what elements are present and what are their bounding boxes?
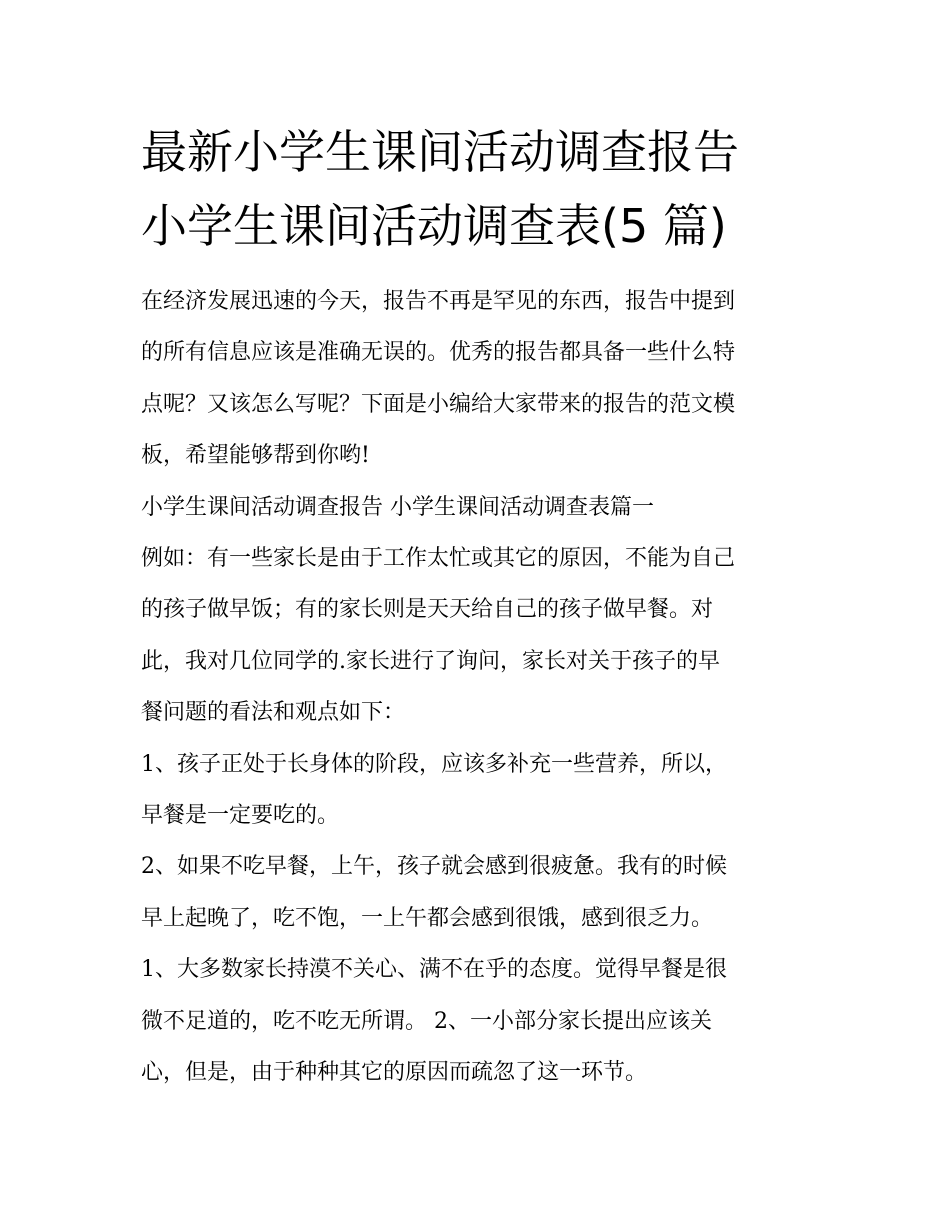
list-line-6: 微不足道的，吃不吃无所谓。 2、一小部分家长提出应该关 bbox=[141, 1008, 712, 1034]
body-line-4: 板，希望能够帮到你哟! bbox=[141, 443, 370, 469]
body-line-9: 餐问题的看法和观点如下： bbox=[141, 700, 406, 726]
body-line-6: 例如：有一些家长是由于工作太忙或其它的原因，不能为自己 bbox=[141, 546, 736, 572]
body-line-2: 的所有信息应该是准确无误的。优秀的报告都具备一些什么特 bbox=[141, 340, 736, 366]
title-line-1: 最新小学生课间活动调查报告 bbox=[141, 125, 739, 179]
list-line-2: 早餐是一定要吃的。 bbox=[141, 803, 340, 829]
body-line-1: 在经济发展迅速的今天，报告不再是罕见的东西，报告中提到 bbox=[141, 289, 736, 314]
body-line-8: 此，我对几位同学的.家长进行了询问，家长对关于孩子的早 bbox=[141, 648, 720, 674]
document-title bbox=[141, 115, 841, 263]
list-line-1: 1、孩子正处于长身体的阶段，应该多补充一些营养，所以， bbox=[141, 751, 727, 777]
list-line-3: 2、如果不吃早餐，上午，孩子就会感到很疲惫。我有的时候 bbox=[141, 854, 727, 880]
body-line-7: 的孩子做早饭；有的家长则是天天给自己的孩子做早餐。对 bbox=[141, 597, 714, 623]
list-line-7: 心，但是，由于种种其它的原因而疏忽了这一环节。 bbox=[141, 1060, 648, 1086]
body-line-3: 点呢？又该怎么写呢？下面是小编给大家带来的报告的范文模 bbox=[141, 391, 736, 417]
list-line-5: 1、大多数家长持漠不关心、满不在乎的态度。觉得早餐是很 bbox=[141, 957, 727, 983]
title-line-2: 小学生课间活动调查表(5 篇) bbox=[141, 199, 727, 253]
document-body bbox=[141, 276, 821, 1099]
list-line-4: 早上起晚了，吃不饱，一上午都会感到很饿，感到很乏力。 bbox=[141, 905, 714, 931]
section-heading-line: 小学生课间活动调查报告 小学生课间活动调查表篇一 bbox=[141, 494, 654, 520]
